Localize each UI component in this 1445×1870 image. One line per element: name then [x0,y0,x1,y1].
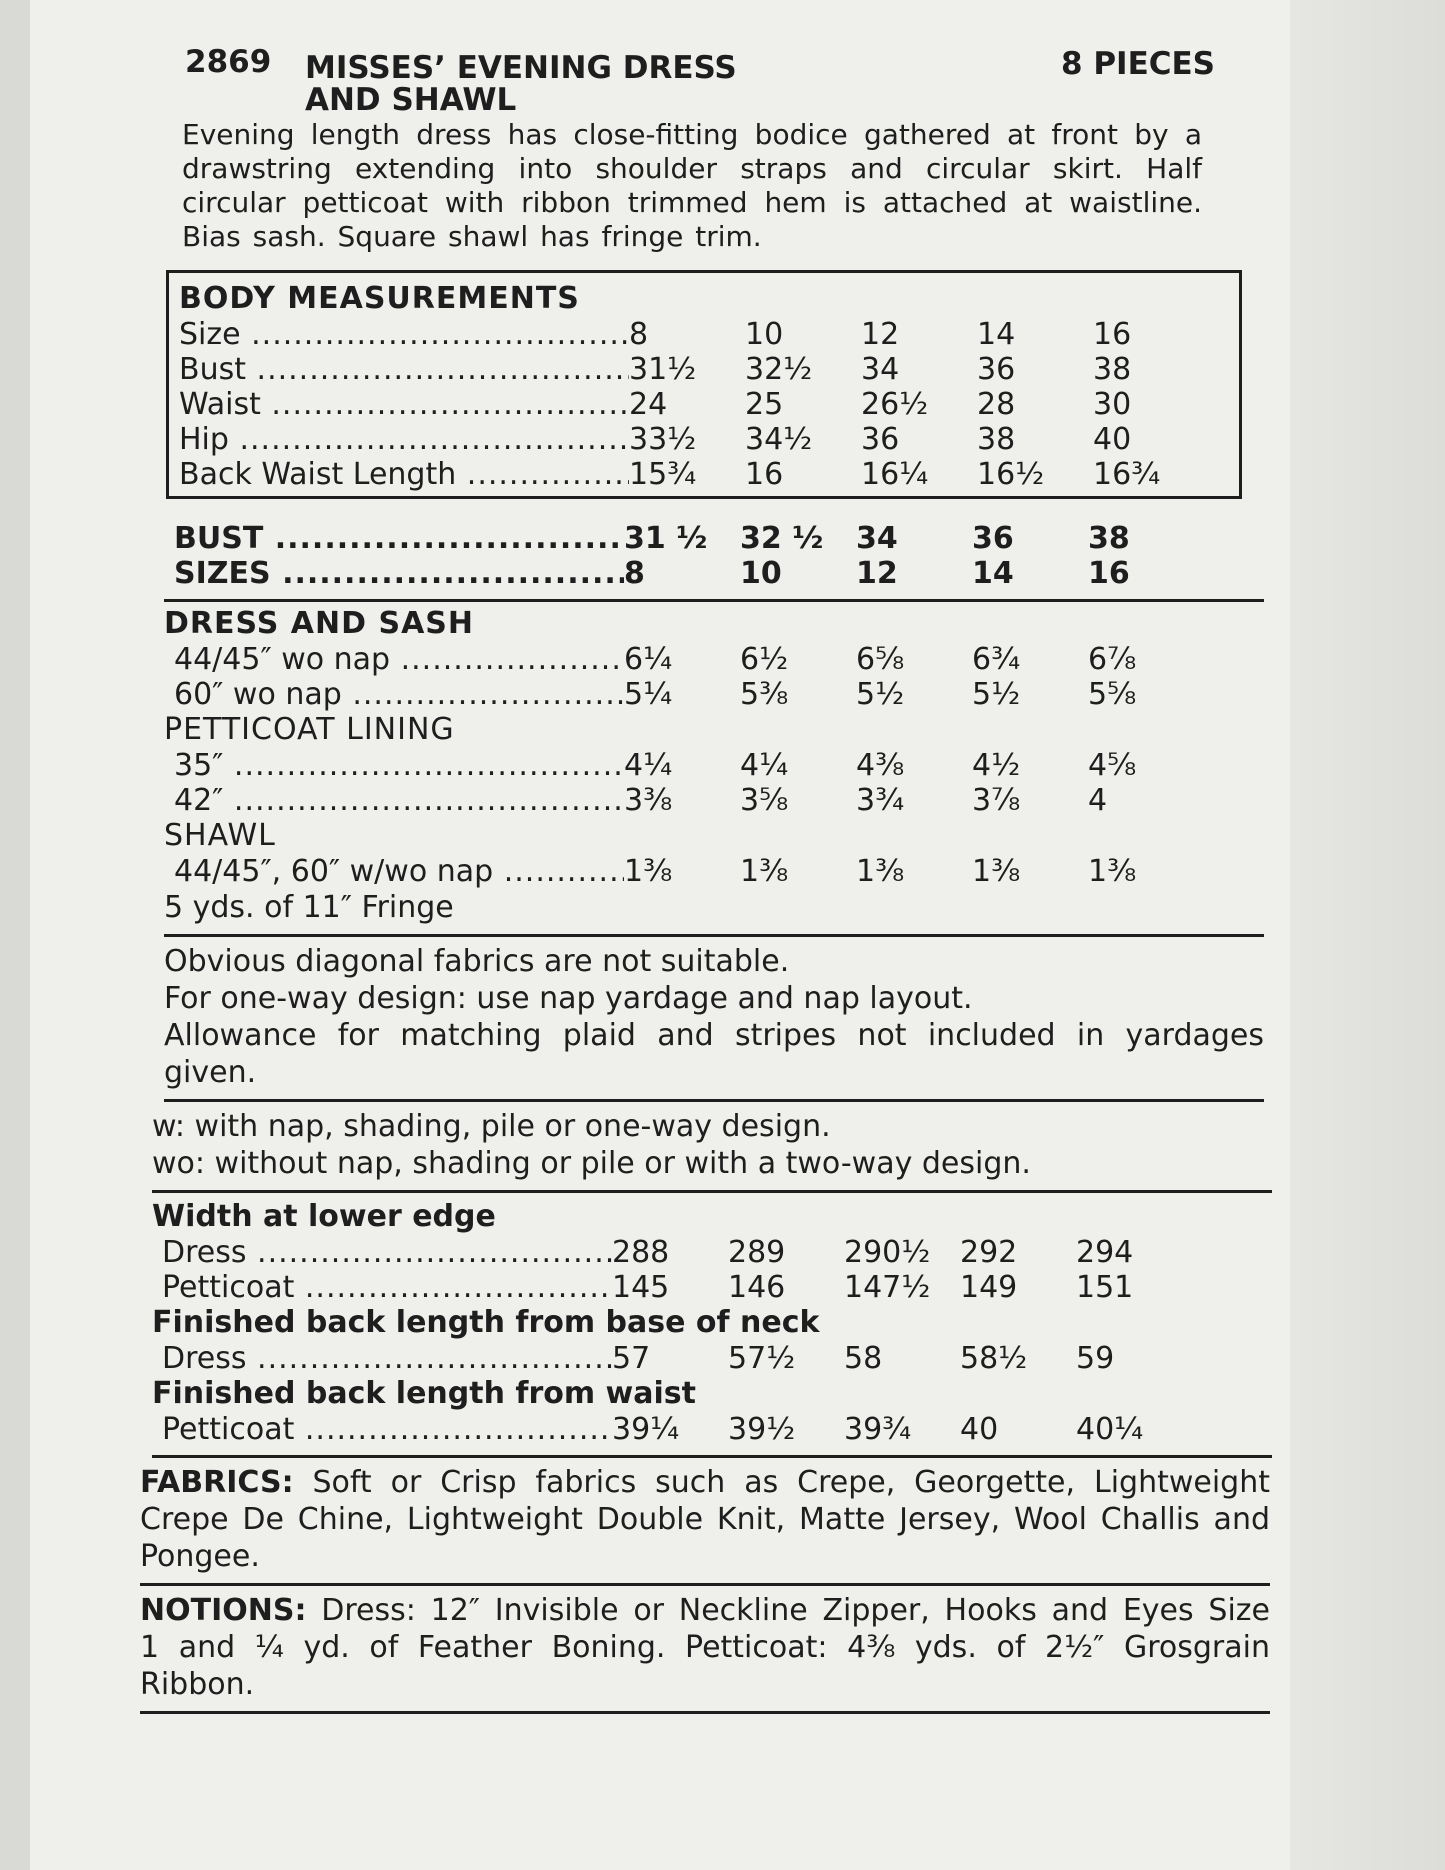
row-label: Bust ..... [169,352,629,387]
divider [164,599,1264,602]
cell-value: 290½ [844,1235,931,1270]
body-measurements-rows [169,317,1239,492]
width-rows [152,1235,1272,1305]
table-row [164,854,1264,889]
pattern-header [140,38,1265,118]
divider [164,1099,1264,1102]
cell-value: 24 [629,387,668,422]
title-line-1: MISSES’ EVENING DRESS [305,50,737,86]
body-measurements-heading: BODY MEASUREMENTS [179,281,580,316]
cell-value: 294 [1076,1235,1134,1270]
cell-value: 57 [612,1341,651,1376]
cell-value: 16¼ [861,457,929,492]
cell-value: 6¾ [972,642,1021,677]
cell-value: 16¾ [1093,457,1161,492]
cell-value: 39½ [728,1412,796,1447]
cell-value: 33½ [629,422,697,457]
notions-text: Dress: 12″ Invisible or Neckline Zipper, Hooks and Eyes Size 1 and ¼ yd. of Feather Boning. Petticoat: 4⅜ yds. of 2½″ Grosgrain Ribbon. [140,1593,1270,1702]
row-label: 44/45″ wo nap ..... [164,642,624,677]
table-row [164,521,1264,556]
cell-value: 31 ½ [624,521,708,556]
table-row [152,1412,1272,1447]
row-label: 35″ ..... [164,748,624,783]
row-values [629,352,1209,387]
cell-value: 40¼ [1076,1412,1144,1447]
cell-value: 16½ [977,457,1045,492]
cell-value: 4⅜ [856,748,905,783]
fabrics-label: FABRICS: [140,1465,294,1500]
table-row [169,422,1239,457]
row-values [624,521,1204,556]
table-row [169,387,1239,422]
row-label: Dress ..... [152,1235,612,1270]
cell-value: 1⅜ [624,854,673,889]
cell-value: 36 [972,521,1014,556]
neck-length-heading: Finished back length from base of neck [152,1305,820,1340]
cell-value: 6⅝ [856,642,905,677]
note-diagonal: Obvious diagonal fabrics are not suitable. [164,944,790,979]
pieces-count: 8 PIECES [1060,46,1215,82]
row-values [629,422,1209,457]
row-label: 60″ wo nap ..... [164,677,624,712]
cell-value: 15¾ [629,457,697,492]
cell-value: 10 [745,317,784,352]
cell-value: 26½ [861,387,929,422]
fabrics-section [140,1464,1270,1586]
cell-value: 34 [856,521,898,556]
cell-value: 4 [1088,783,1108,818]
table-row [164,783,1264,818]
cell-value: 4¼ [624,748,673,783]
row-label: BUST ..... [164,521,624,556]
table-row [152,1235,1272,1270]
cell-value: 5⅜ [740,677,789,712]
row-values [624,642,1204,677]
dress-rows [164,642,1264,712]
cell-value: 38 [1088,521,1130,556]
table-row [169,457,1239,492]
note-one-way: For one-way design: use nap yardage and nap layout. [164,981,973,1016]
cell-value: 14 [977,317,1016,352]
row-values [629,387,1209,422]
cell-value: 3⅞ [972,783,1021,818]
waist-length-heading: Finished back length from waist [152,1376,696,1411]
row-values [624,556,1204,591]
row-label: Petticoat ..... [152,1270,612,1305]
cell-value: 36 [977,352,1016,387]
table-row [169,352,1239,387]
dress-sash-heading: DRESS AND SASH [164,606,475,641]
cell-value: 58 [844,1341,883,1376]
cell-value: 59 [1076,1341,1115,1376]
cell-value: 4½ [972,748,1021,783]
waist-rows [152,1412,1272,1447]
legend-without-nap: wo: without nap, shading or pile or with a two-way design. [152,1146,1031,1181]
pattern-title [305,52,737,116]
cell-value: 32 ½ [740,521,824,556]
legend-with-nap: w: with nap, shading, pile or one-way design. [152,1109,831,1144]
cell-value: 40 [1093,422,1132,457]
yardage-section [140,606,1264,937]
cell-value: 149 [960,1270,1018,1305]
divider [152,1190,1272,1193]
cell-value: 1⅜ [856,854,905,889]
cell-value: 1⅜ [740,854,789,889]
nap-legend [140,1108,1272,1193]
row-values [624,854,1204,889]
notions-section [140,1592,1270,1714]
finished-measurements [140,1199,1272,1458]
divider [152,1455,1272,1458]
cell-value: 3¾ [856,783,905,818]
pattern-description: Evening length dress has close-fitting bodice gathered at front by a drawstring extending into shoulder straps and circular skirt. Half circular petticoat with ribbon trimmed hem is attached at waistline. Bias sash. Square shawl has fringe trim. [182,118,1202,253]
pattern-number: 2869 [185,44,272,80]
cell-value: 289 [728,1235,786,1270]
row-values [612,1270,1192,1305]
table-row [164,556,1264,591]
table-row [164,642,1264,677]
cell-value: 151 [1076,1270,1134,1305]
row-label: Size ..... [169,317,629,352]
cell-value: 6¼ [624,642,673,677]
cell-value: 3⅜ [624,783,673,818]
cell-value: 5¼ [624,677,673,712]
table-row [169,317,1239,352]
row-label: 42″ ..... [164,783,624,818]
cell-value: 146 [728,1270,786,1305]
cell-value: 16 [1093,317,1132,352]
fabric-notes [140,943,1264,1102]
cell-value: 39¾ [844,1412,912,1447]
cell-value: 36 [861,422,900,457]
cell-value: 16 [745,457,784,492]
sizes-rows [164,521,1264,591]
cell-value: 288 [612,1235,670,1270]
notions-paragraph [140,1592,1270,1703]
row-values [612,1235,1192,1270]
lining-rows [164,748,1264,818]
cell-value: 38 [1093,352,1132,387]
shawl-heading: SHAWL [164,818,276,853]
row-values [624,677,1204,712]
cell-value: 57½ [728,1341,796,1376]
sizes-section [140,521,1264,602]
cell-value: 1⅜ [972,854,1021,889]
shawl-rows [164,854,1264,889]
cell-value: 39¼ [612,1412,680,1447]
cell-value: 292 [960,1235,1018,1270]
cell-value: 34½ [745,422,813,457]
cell-value: 38 [977,422,1016,457]
row-values [612,1412,1192,1447]
cell-value: 145 [612,1270,670,1305]
cell-value: 12 [856,556,898,591]
cell-value: 16 [1088,556,1130,591]
row-label: Hip ..... [169,422,629,457]
cell-value: 1⅜ [1088,854,1137,889]
fringe-note: 5 yds. of 11″ Fringe [164,890,454,925]
table-row [152,1341,1272,1376]
note-allowance: Allowance for matching plaid and stripes not included in yardages given. [164,1018,1264,1090]
cell-value: 58½ [960,1341,1028,1376]
row-label: Petticoat ..... [152,1412,612,1447]
cell-value: 4¼ [740,748,789,783]
row-label: Dress ..... [152,1341,612,1376]
background-edge [1290,0,1445,1870]
notions-label: NOTIONS: [140,1593,307,1628]
cell-value: 4⅝ [1088,748,1137,783]
cell-value: 8 [624,556,645,591]
cell-value: 5½ [972,677,1021,712]
width-heading: Width at lower edge [152,1199,496,1234]
row-label: 44/45″, 60″ w/wo nap ..... [164,854,624,889]
body-measurements-table [166,270,1242,499]
fabrics-paragraph [140,1464,1270,1575]
cell-value: 30 [1093,387,1132,422]
row-values [629,457,1209,492]
row-values [624,748,1204,783]
divider [164,934,1264,937]
cell-value: 40 [960,1412,999,1447]
cell-value: 31½ [629,352,697,387]
cell-value: 5⅝ [1088,677,1137,712]
cell-value: 8 [629,317,649,352]
cell-value: 3⅝ [740,783,789,818]
table-row [164,677,1264,712]
cell-value: 34 [861,352,900,387]
cell-value: 25 [745,387,784,422]
row-values [624,783,1204,818]
divider [140,1583,1270,1586]
row-label: Back Waist Length ..... [169,457,629,492]
pattern-info [140,38,1270,1720]
cell-value: 12 [861,317,900,352]
row-label: Waist ..... [169,387,629,422]
cell-value: 32½ [745,352,813,387]
row-values [629,317,1209,352]
cell-value: 28 [977,387,1016,422]
table-row [164,748,1264,783]
table-row [152,1270,1272,1305]
neck-rows [152,1341,1272,1376]
fabrics-text: Soft or Crisp fabrics such as Crepe, Georgette, Lightweight Crepe De Chine, Lightweight Double Knit, Matte Jersey, Wool Challis and Pongee. [140,1465,1270,1574]
title-line-2: AND SHAWL [305,82,517,118]
cell-value: 147½ [844,1270,931,1305]
petticoat-lining-heading: PETTICOAT LINING [164,712,455,747]
row-values [612,1341,1192,1376]
cell-value: 14 [972,556,1014,591]
cell-value: 10 [740,556,782,591]
divider [140,1711,1270,1714]
cell-value: 6⅞ [1088,642,1137,677]
cell-value: 6½ [740,642,789,677]
row-label: SIZES ..... [164,556,624,591]
cell-value: 5½ [856,677,905,712]
